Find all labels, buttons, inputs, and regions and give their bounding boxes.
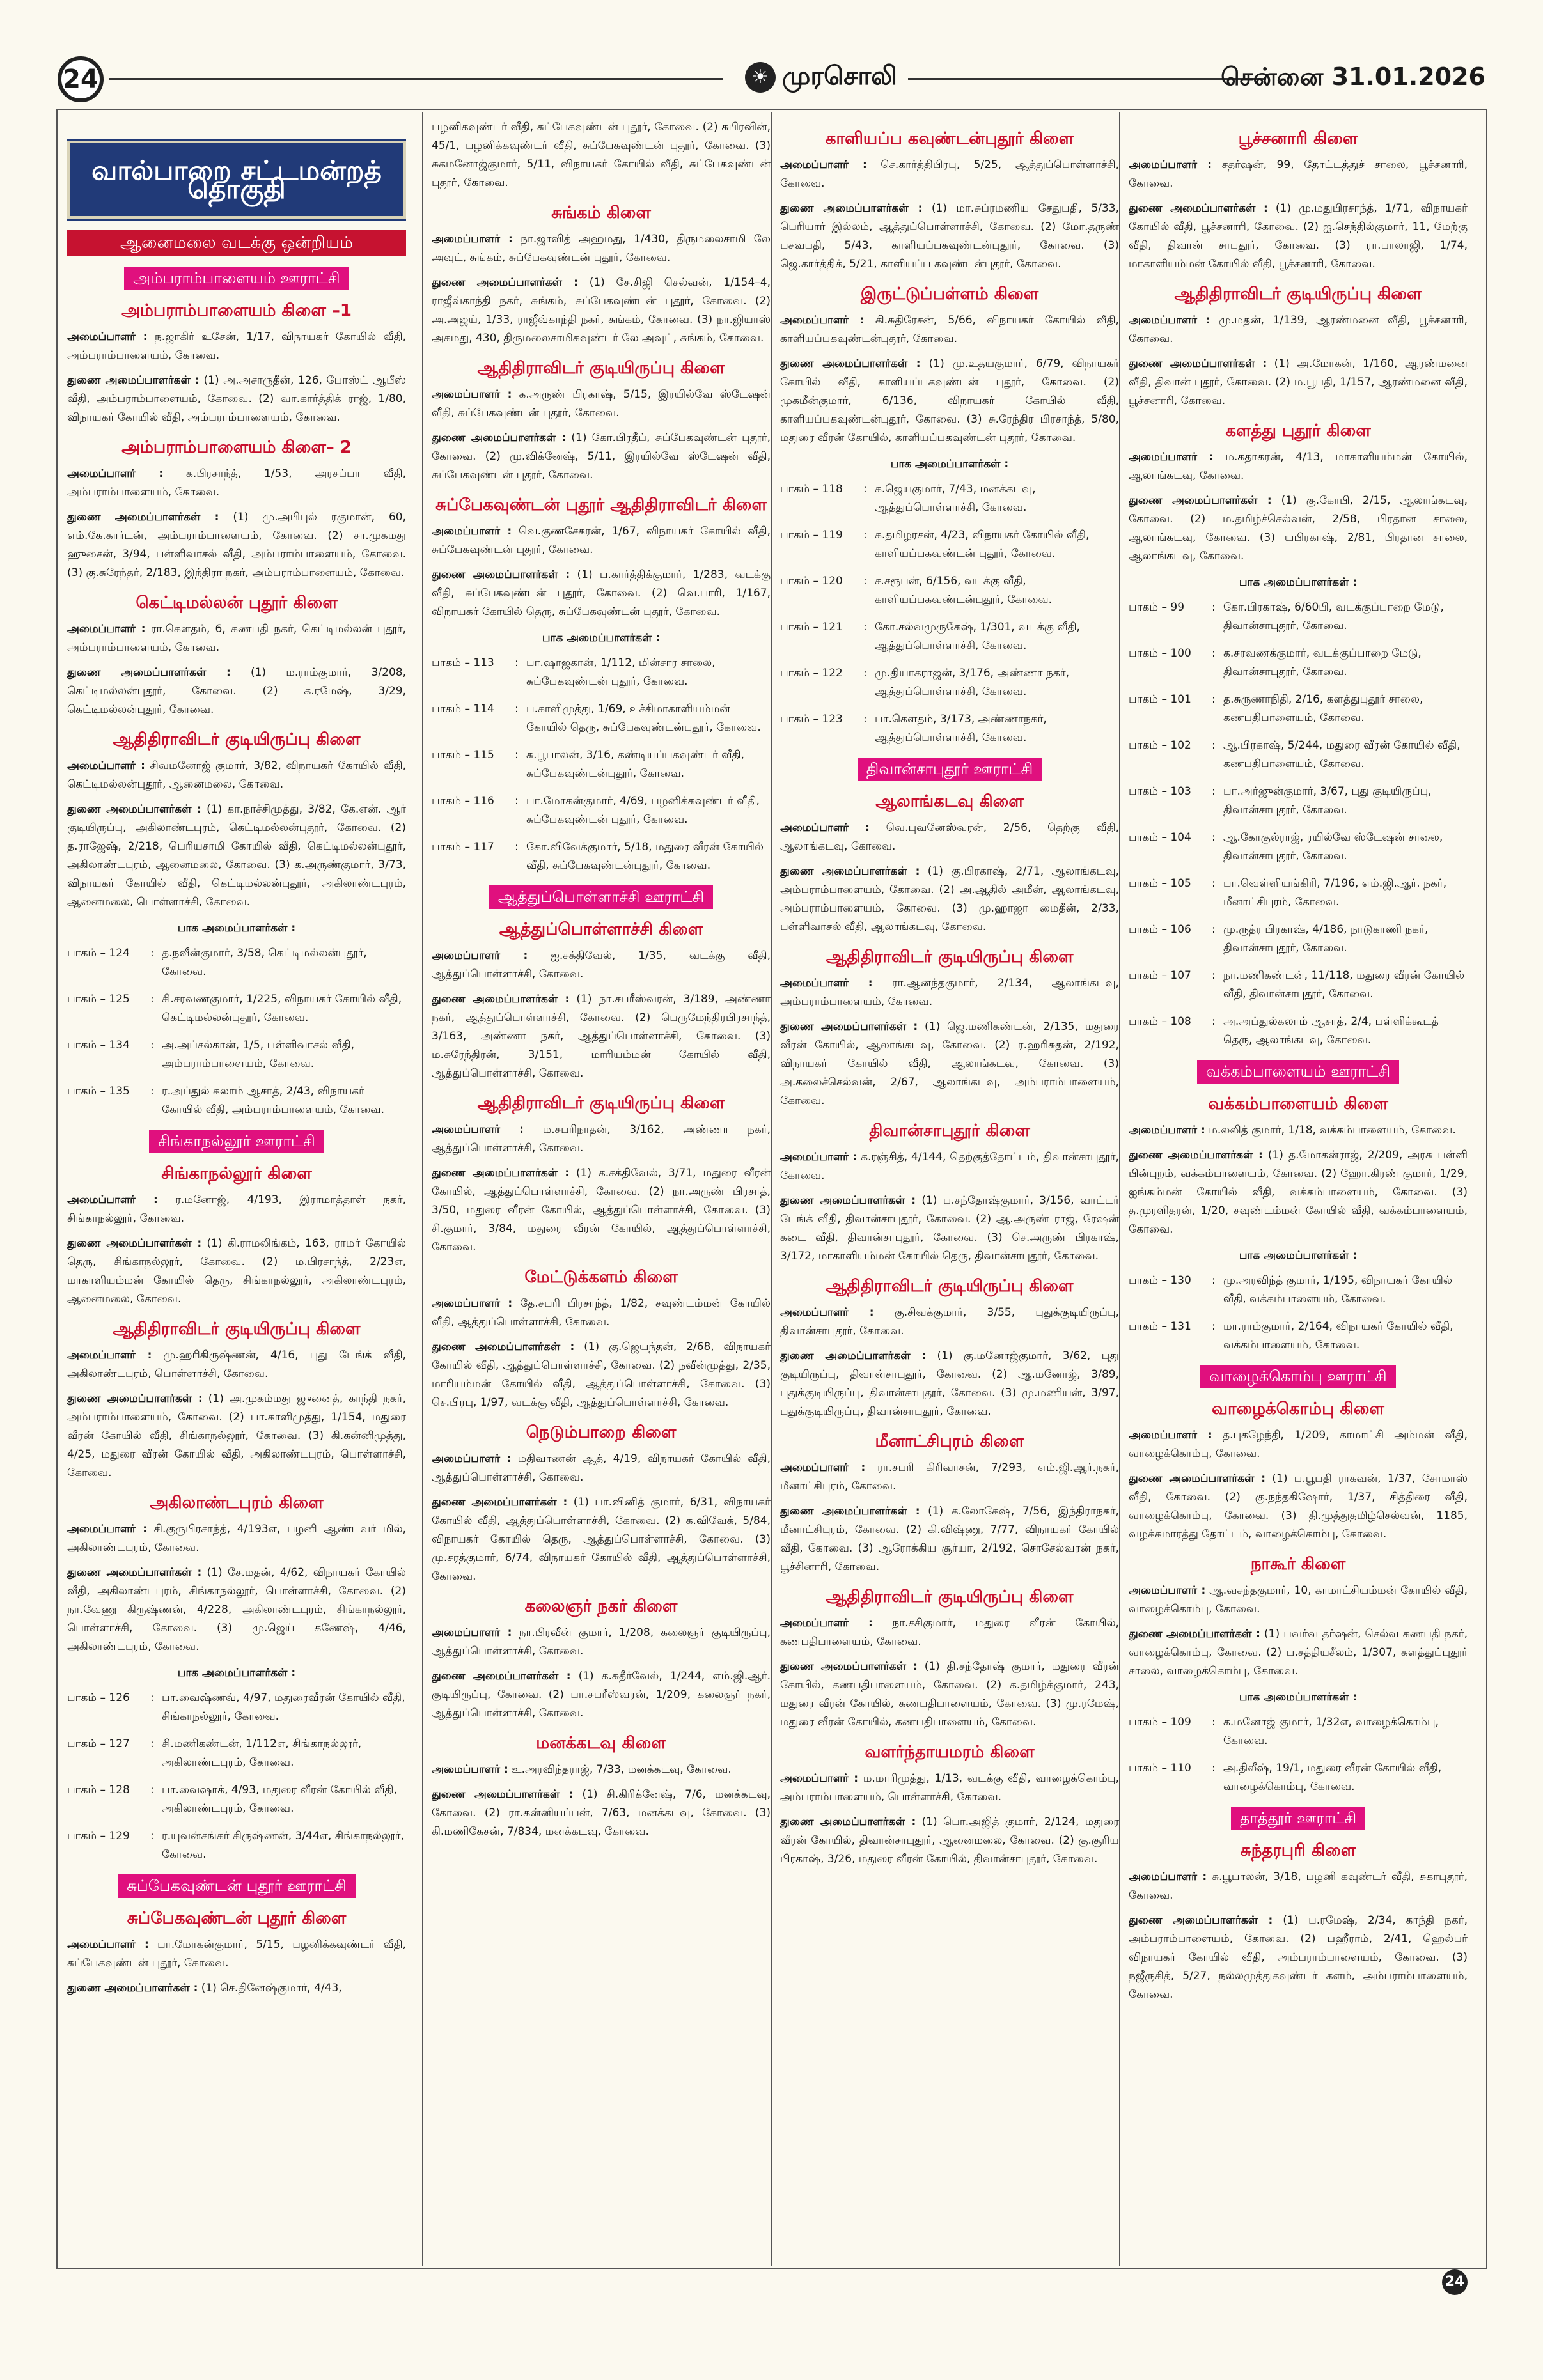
- part-row: பாகம் – 124 : த.நவீன்குமார், 3/58, கெட்டிமல்லன்புதூர், கோவை.: [67, 947, 367, 978]
- part-row: பாகம் – 125 : சி.சரவணகுமார், 1/225, விநாயகர் கோயில் வீதி, கெட்டிமல்லன்புதூர், கோவை.: [67, 993, 402, 1024]
- part-row: பாகம் – 123 : பா.கௌதம், 3/173, அண்ணாநகர், ஆத்துப்பொள்ளாச்சி, கோவை.: [780, 713, 1047, 744]
- part-row: பாகம் – 114 : ப.காளிமுத்து, 1/69, உச்சிமாகாளியம்மன் கோயில் தெரு, சுப்பேகவுண்டன்புதூர், கோவை.: [432, 703, 761, 734]
- organiser: அமைப்பாளர் : ர.மனோஜ், 4/193, இராமாத்தாள் நகர், சிங்காநல்லூர், கோவை.: [67, 1194, 406, 1225]
- assistant-organisers: துணை அமைப்பாளர்கள் : (1) அ.முகம்மது ஜுனைத், காந்தி நகர், அம்பராம்பாளையம், கோவை. (2) பா.காளிமுத்து, 1/154, மதுரை வீரன் கோயில் வீதி, சிங்காநல்லூர், கோவை. (3) கி.கன்னிமுத்து, 4/25, மதுரை வீரன் கோயில் வீதி, அகிலாண்டபுரம், பொள்ளாச்சி, கோவை.: [67, 1392, 406, 1479]
- branch-heading: ஆதிதிராவிடர் குடியிருப்பு கிளை: [113, 1319, 361, 1339]
- newspaper-name: [745, 61, 897, 94]
- assistant-organisers: துணை அமைப்பாளர்கள் : (1) பவர்வ தர்ஷன், செல்வ கணபதி நகர், வாழைக்கொம்பு, கோவை. (2) ப.சத்தியசீலம், 1/307, களத்துப்புதூர் சாலை, வாழைக்கொம்பு, கோவை.: [1129, 1628, 1468, 1677]
- organiser: அமைப்பாளர் : நா.ஜாவித் அஹமது, 1/430, திருமலைசாமி லே அவுட், சுங்கம், சுப்பேகவுண்டன் புதூர், கோவை.: [432, 233, 771, 264]
- assistant-organisers: துணை அமைப்பாளர்கள் : (1) செ.தினேஷ்குமார், 4/43,: [67, 1982, 342, 1995]
- assistant-organisers: துணை அமைப்பாளர்கள் : (1) சே.சிஜி செல்வன், 1/154–4, ராஜீவ்காந்தி நகர், சுங்கம், சுப்பேகவுண்டன் புதூர், கோவை. (2) அ.அஜய், 1/33, ராஜீவ்காந்தி நகர், சுங்கம், கோவை. (3) நா.ஜியாஸ் அகமது, 430, திருமலைசாமிகவுண்டர் லே அவுட், சுங்கம், கோவை.: [432, 276, 771, 345]
- panchayat-heading: சுப்பேகவுண்டன் புதூர் ஊராட்சி: [67, 1874, 406, 1898]
- part-organisers-label: பாக அமைப்பாளர்கள் :: [1239, 1249, 1358, 1262]
- part-row: பாகம் – 103 : பா.அர்ஜுன்குமார், 3/67, புது குடியிருப்பு, திவான்சாபுதூர், கோவை.: [1129, 785, 1432, 816]
- branch-heading: சுப்பேகவுண்டன் புதூர் ஆதிதிராவிடர் கிளை: [435, 495, 767, 515]
- part-row: பாகம் – 119 : க.தமிழரசன், 4/23, விநாயகர் கோயில் வீதி, காளியப்பகவுண்டன் புதூர், கோவை.: [780, 529, 1090, 560]
- assistant-organisers: துணை அமைப்பாளர்கள் : (1) க.லோகேஷ், 7/56, இந்திராநகர், மீனாட்சிபுரம், கோவை. (2) கி.விஷ்ணு, 7/77, விநாயகர் கோயில் வீதி, கோவை. (3) ஆரோக்கிய சூர்யா, 2/192, சொசேல்வரன் நகர், பூச்சினாரி, கோவை.: [780, 1505, 1119, 1573]
- assistant-organisers: துணை அமைப்பாளர்கள் : (1) ப.பூபதி ராகவன், 1/37, சோமாஸ் வீதி, கோவை. (2) கு.நந்தகிஷோர், 1/37, சித்திரை வீதி, வாழைக்கொம்பு, கோவை. (3) தி.முத்துதமிழ்செல்வன், 1185, வழக்கமாரத்து தோட்டம், வாழைக்கொம்பு, கோவை.: [1129, 1472, 1468, 1541]
- assistant-organisers: துணை அமைப்பாளர்கள் : (1) மு.மதுபிரசாந்த், 1/71, விநாயகர் கோயில் வீதி, பூச்சனாரி, கோவை. (2) ஐ.செந்தில்குமார், 11, மேற்கு வீதி, திவான் சாபுதூர், கோவை. (3) ரா.பாலாஜி, 1/74, மாகாளியம்மன் கோயில் வீதி, பூச்சனாரி, கோவை.: [1129, 202, 1468, 270]
- branch-heading: மீனாட்சிபுரம் கிளை: [875, 1432, 1024, 1451]
- branch-heading: ஆதிதிராவிடர் குடியிருப்பு கிளை: [477, 359, 725, 378]
- branch-heading: நாகூர் கிளை: [1250, 1555, 1346, 1574]
- part-row: பாகம் – 110 : அ.திலீஷ், 19/1, மதுரை வீரன் கோயில் வீதி, வாழைக்கொம்பு, கோவை.: [1129, 1762, 1442, 1793]
- branch-heading: ஆதிதிராவிடர் குடியிருப்பு கிளை: [477, 1094, 725, 1113]
- organiser: அமைப்பாளர் : நா.பிரவீன் குமார், 1/208, கலைஞர் குடியிருப்பு, ஆத்துப்பொள்ளாச்சி, கோவை.: [432, 1626, 771, 1658]
- branch-heading: வளர்ந்தாயமரம் கிளை: [865, 1743, 1035, 1762]
- organiser: அமைப்பாளர் : வெ.குணசேகரன், 1/67, விநாயகர் கோயில் வீதி, சுப்பேகவுண்டன் புதூர், கோவை.: [432, 525, 771, 556]
- panchayat-heading: ஆத்துப்பொள்ளாச்சி ஊராட்சி: [432, 885, 771, 909]
- part-row: பாகம் – 120 : ச.சரூபன், 6/156, வடக்கு வீதி, காளியப்பகவுண்டன்புதூர், கோவை.: [780, 575, 1053, 606]
- organiser: அமைப்பாளர் : ஆ.வசந்தகுமார், 10, காமாட்சியம்மன் கோயில் வீதி, வாழைக்கொம்பு, கோவை.: [1129, 1584, 1468, 1615]
- organiser: அமைப்பாளர் : சிவமனோஜ் குமார், 3/82, விநாயகர் கோயில் வீதி, கெட்டிமல்லன்புதூர், ஆனைமலை, கோவை.: [67, 759, 406, 791]
- branch-heading: இருட்டுப்பள்ளம் கிளை: [860, 284, 1039, 304]
- assistant-organisers: துணை அமைப்பாளர்கள் : (1) நா.சபரீஸ்வரன், 3/189, அண்ணா நகர், ஆத்துப்பொள்ளாச்சி, கோவை. (2) பெருமேந்திரபிரசாந்த், 3/163, அண்ணா நகர், ஆத்துப்பொள்ளாச்சி, கோவை. (3) ம.சுரேந்திரன், 3/151, மாரியம்மன் கோயில் வீதி, ஆத்துப்பொள்ளாச்சி, கோவை.: [432, 993, 771, 1080]
- branch-heading: ஆதிதிராவிடர் குடியிருப்பு கிளை: [826, 1587, 1074, 1606]
- organiser: அமைப்பாளர் : ரா.சபரி கிரிவாசன், 7/293, எம்.ஜி.ஆர்.நகர், மீனாட்சிபுரம், கோவை.: [780, 1461, 1119, 1493]
- part-row: பாகம் – 135 : ர.அப்துல் கலாம் ஆசாத், 2/43, விநாயகர் கோயில் வீதி, அம்பராம்பாளையம், கோவை.: [67, 1085, 384, 1116]
- city-date: சென்னை 31.01.2026: [1221, 63, 1485, 91]
- organiser: அமைப்பாளர் : மு.ஹரிகிருஷ்ணன், 4/16, புது டேங்க் வீதி, அகிலாண்டபுரம், பொள்ளாச்சி, கோவை.: [67, 1349, 406, 1380]
- part-organisers-label: பாக அமைப்பாளர்கள் :: [177, 1667, 296, 1679]
- column-2: [432, 118, 771, 2260]
- part-row: பாகம் – 109 : க.மனோஜ் குமார், 1/32எ, வாழைக்கொம்பு, கோவை.: [1129, 1716, 1439, 1747]
- panchayat-heading: அம்பராம்பாளையம் ஊராட்சி: [67, 267, 406, 290]
- panchayat-heading: வக்கம்பாளையம் ஊராட்சி: [1129, 1060, 1468, 1084]
- newspaper-title: முரசொலி: [782, 61, 897, 91]
- assistant-organisers: துணை அமைப்பாளர்கள் : (1) சி.கிரிக்னேஷ், 7/6, மனக்கடவு, கோவை. (2) ரா.கன்னியப்பன், 7/63, மனக்கடவு, கோவை. (3) கி.மணிகேசன், 7/834, மனக்கடவு, கோவை.: [432, 1788, 771, 1838]
- panchayat-heading: தாத்தூர் ஊராட்சி: [1129, 1807, 1468, 1830]
- part-row: பாகம் – 116 : பா.மோகன்குமார், 4/69, பழனிக்கவுண்டர் வீதி, சுப்பேகவுண்டன் புதூர், கோவை.: [432, 795, 760, 826]
- part-row: பாகம் – 131 : மா.ராம்குமார், 2/164, விநாயகர் கோயில் வீதி, வக்கம்பாளையம், கோவை.: [1129, 1320, 1453, 1351]
- branch-heading: மனக்கடவு கிளை: [536, 1734, 666, 1753]
- organiser: அமைப்பாளர் : கு.சிவக்குமார், 3/55, புதுக்குடியிருப்பு, திவான்சாபுதூர், கோவை.: [780, 1306, 1119, 1337]
- panchayat-heading: வாழைக்கொம்பு ஊராட்சி: [1129, 1365, 1468, 1388]
- branch-heading: ஆலாங்கடவு கிளை: [875, 792, 1024, 811]
- assistant-organisers: துணை அமைப்பாளர்கள் : (1) ம.ராம்குமார், 3/208, கெட்டிமல்லன்புதூர், கோவை. (2) க.ரமேஷ், 3/29, கெட்டிமல்லன்புதூர், கோவை.: [67, 666, 406, 716]
- column-3: [780, 118, 1119, 2260]
- column-1: [67, 118, 406, 2260]
- part-row: பாகம் – 122 : மு.தியாகராஜன், 3/176, அண்ணா நகர், ஆத்துப்பொள்ளாச்சி, கோவை.: [780, 667, 1069, 698]
- assistant-organisers: துணை அமைப்பாளர்கள் : (1) பா.வினித் குமார், 6/31, விநாயகர் கோயில் வீதி, ஆத்துப்பொள்ளாச்சி, கோவை. (2) க.விவேக், 5/84, விநாயகர் கோயில் தெரு, ஆத்துப்பொள்ளாச்சி, கோவை. (3) மு.சரத்குமார், 6/74, விநாயகர் கோயில் வீதி, ஆத்துப்பொள்ளாச்சி, கோவை.: [432, 1496, 771, 1583]
- part-row: பாகம் – 117 : கோ.விவேக்குமார், 5/18, மதுரை வீரன் கோயில் வீதி, சுப்பேகவுண்டன்புதூர், கோவை.: [432, 841, 764, 872]
- assistant-organisers: துணை அமைப்பாளர்கள் : (1) மு.உதயகுமார், 6/79, விநாயகர் கோயில் வீதி, காளியப்பகவுண்டன் புதூர், கோவை. (2) முகமீன்குமார், 6/136, விநாயகர் கோயில் வீதி, காளியப்பகவுண்டன்புதூர், கோவை. (3) சு.ரேந்திர பிரசாந்த், 5/80, மதுரை வீரன் கோயில், காளியப்பகவுண்டன் புதூர், கோவை.: [780, 357, 1119, 444]
- part-row: பாகம் – 102 : ஆ.பிரகாஷ், 5/244, மதுரை வீரன் கோயில் வீதி, கணபதிபாளையம், கோவை.: [1129, 739, 1461, 770]
- organiser: அமைப்பாளர் : ம.லலித் குமார், 1/18, வக்கம்பாளையம், கோவை.: [1129, 1124, 1456, 1137]
- branch-heading: ஆதிதிராவிடர் குடியிருப்பு கிளை: [826, 1277, 1074, 1296]
- branch-heading: சிங்காநல்லூர் கிளை: [161, 1164, 312, 1183]
- assistant-organisers: துணை அமைப்பாளர்கள் : (1) கு.கோபி, 2/15, ஆலாங்கடவு, கோவை. (2) ம.தமிழ்ச்செல்வன், 2/58, பிரதான சாலை, ஆலாங்கடவு, கோவை. (3) யபிரகாஷ், 2/81, பிரதான சாலை, ஆலாங்கடவு, கோவை.: [1129, 494, 1468, 563]
- part-row: பாகம் – 101 : த.சுருணாநிதி, 2/16, களத்துபுதூர் சாலை, கணபதிபாளையம், கோவை.: [1129, 693, 1423, 724]
- organiser: அமைப்பாளர் : சி.குருபிரசாந்த், 4/193எ, பழனி ஆண்டவர் மில், அகிலாண்டபுரம், கோவை.: [67, 1523, 406, 1554]
- part-row: பாகம் – 107 : நா.மணிகண்டன், 11/118, மதுரை வீரன் கோயில் வீதி, திவான்சாபுதூர், கோவை.: [1129, 969, 1465, 1000]
- assistant-organisers: துணை அமைப்பாளர்கள் : (1) ப.கார்த்திக்குமார், 1/283, வடக்கு வீதி, சுப்பேகவுண்டன் புதூர், கோவை. (2) வெ.பாரி, 1/167, விநாயகர் கோயில் தெரு, சுப்பேகவுண்டன் புதூர், கோவை.: [432, 568, 771, 618]
- assistant-organisers: துணை அமைப்பாளர்கள் : (1) ப.ரமேஷ், 2/34, காந்தி நகர், அம்பராம்பாளையம், கோவை. (2) பஹீராம், 2/41, ஹெல்பர் விநாயகர் கோயில் வீதி, அம்பராம்பாளையம், கோவை. (3) நஜீருகித், 5/27, நல்லமுத்துகவுண்டர் களம், அம்பராம்பாளையம், கோவை.: [1129, 1914, 1468, 2001]
- organiser: அமைப்பாளர் : செ.கார்த்திபிரபு, 5/25, ஆத்துப்பொள்ளாச்சி, கோவை.: [780, 159, 1119, 190]
- masthead-rule-right: [908, 78, 1266, 80]
- page-number-badge: 24: [58, 56, 104, 102]
- branch-heading: நெடும்பாறை கிளை: [526, 1423, 677, 1442]
- assistant-organisers: துணை அமைப்பாளர்கள் : (1) கு.ஜெயந்தன், 2/68, விநாயகர் கோயில் வீதி, ஆத்துப்பொள்ளாச்சி, கோவை. (2) நவீன்முத்து, 2/35, மாரியம்மன் கோயில் வீதி, ஆத்துப்பொள்ளாச்சி, கோவை. (3) செ.பிரபு, 1/97, வடக்கு வீதி, ஆத்துப்பொள்ளாச்சி, கோவை.: [432, 1341, 771, 1409]
- assistant-organisers: துணை அமைப்பாளர்கள் : (1) க.சக்திவேல், 3/71, மதுரை வீரன் கோயில், ஆத்துப்பொள்ளாச்சி, கோவை. (2) நா.அருண் பிரசாத், 3/50, மதுரை வீரன் கோயில், ஆத்துப்பொள்ளாச்சி, கோவை. (3) சி.குமார், 3/84, மதுரை வீரன் கோயில், ஆத்துப்பொள்ளாச்சி, கோவை.: [432, 1167, 771, 1254]
- branch-heading: ஆதிதிராவிடர் குடியிருப்பு கிளை: [113, 730, 361, 749]
- part-row: பாகம் – 127 : சி.மணிகண்டன், 1/112எ, சிங்காநல்லூர், அகிலாண்டபுரம், கோவை.: [67, 1738, 362, 1769]
- assistant-organisers: துணை அமைப்பாளர்கள் : (1) அ.அசாருதீன், 126, போஸ்ட் ஆபீஸ் வீதி, அம்பராம்பாளையம், கோவை. (2) வா.கார்த்திக் ராஜ், 1/80, விநாயகர் கோயில் வீதி, அம்பராம்பாளையம், கோவை.: [67, 374, 406, 424]
- organiser: அமைப்பாளர் : க.பிரசாந்த், 1/53, அரசப்பா வீதி, அம்பராம்பாளையம், கோவை.: [67, 467, 406, 499]
- assistant-organisers: துணை அமைப்பாளர்கள் : (1) கா.நாச்சிமுத்து, 3/82, கே.என். ஆர் குடியிருப்பு, அகிலாண்டபுரம், கெட்டிமல்லன்புதூர், கோவை. (2) த.ராஜேஷ், 2/218, பெரியசாமி கோயில் வீதி, கெட்டிமல்லன்புதூர், அகிலாண்டபுரம், ஆனைமலை, கோவை. (3) க.அருண்குமார், 3/73, விநாயகர் கோயில் வீதி, கெட்டிமல்லன்புதூர், அகிலாண்டபுரம், ஆனைமலை, பொள்ளாச்சி, கோவை.: [67, 803, 406, 908]
- masthead: [58, 56, 1485, 101]
- organiser: அமைப்பாளர் : மு.மதன், 1/139, ஆரண்மனை வீதி, பூச்சனாரி, கோவை.: [1129, 314, 1468, 345]
- organiser: அமைப்பாளர் : பா.மோகன்குமார், 5/15, பழனிக்கவுண்டர் வீதி, சுப்பேகவுண்டன் புதூர், கோவை.: [67, 1938, 406, 1970]
- branch-heading: சுப்பேகவுண்டன் புதூர் கிளை: [127, 1909, 347, 1928]
- branch-heading: சுந்தரபுரி கிளை: [1240, 1841, 1356, 1860]
- organiser: அமைப்பாளர் : ஐ.சக்திவேல், 1/35, வடக்கு வீதி, ஆத்துப்பொள்ளாச்சி, கோவை.: [432, 949, 771, 981]
- assistant-organisers: துணை அமைப்பாளர்கள் : (1) க.சுதீர்வேல், 1/244, எம்.ஜி.ஆர். குடியிருப்பு, கோவை. (2) பா.சபரீஸ்வரன், 1/209, கலைஞர் நகர், ஆத்துப்பொள்ளாச்சி, கோவை.: [432, 1670, 771, 1720]
- organiser: அமைப்பாளர் : ரா.கௌதம், 6, கணபதி நகர், கெட்டிமல்லன் புதூர், அம்பராம்பாளையம், கோவை.: [67, 623, 406, 654]
- organiser: அமைப்பாளர் : நா.சசிகுமார், மதுரை வீரன் கோயில், கணபதிபாளையம், கோவை.: [780, 1617, 1119, 1648]
- assistant-organisers: துணை அமைப்பாளர்கள் : (1) ப.சந்தோஷ்குமார், 3/156, வாட்டர் டேங்க் வீதி, திவான்சாபுதூர், கோவை. (2) ஆ.அருண் ராஜ், ரேஷன் கடை வீதி, திவான்சாபுதூர், கோவை. (3) செ.அருண் பிரகாஷ், 3/172, மாகாளியம்மன் கோயில் தெரு, திவான்சாபுதூர், கோவை.: [780, 1194, 1119, 1263]
- organiser: அமைப்பாளர் : சதர்ஷன், 99, தோட்டத்துச் சாலை, பூச்சனாரி, கோவை.: [1129, 159, 1468, 190]
- branch-heading: கெட்டிமல்லன் புதூர் கிளை: [136, 593, 338, 612]
- branch-heading: திவான்சாபுதூர் கிளை: [869, 1121, 1030, 1140]
- branch-heading: சுங்கம் கிளை: [551, 203, 651, 222]
- assistant-organisers: துணை அமைப்பாளர்கள் : (1) தி.சந்தோஷ் குமார், மதுரை வீரன் கோயில், கணபதிபாளையம், கோவை. (2) க.தமிழ்க்குமார், 243, மதுரை வீரன் கோயில், கணபதிபாளையம், கோவை. (3) மு.ரமேஷ், மதுரை வீரன் கோயில், கணபதிபாளையம், கோவை.: [780, 1660, 1119, 1729]
- footer-page-number: 24: [1442, 2269, 1468, 2295]
- part-row: பாகம் – 104 : ஆ.கோகுல்ராஜ், ரயில்வே ஸ்டேஷன் சாலை, திவான்சாபுதூர், கோவை.: [1129, 831, 1443, 862]
- organiser: அமைப்பாளர் : தே.சபரி பிரசாந்த், 1/82, சவுண்டம்மன் கோயில் வீதி, ஆத்துப்பொள்ளாச்சி, கோவை.: [432, 1297, 771, 1328]
- organiser: அமைப்பாளர் : வெ.புவனேஸ்வரன், 2/56, தெற்கு வீதி, ஆலாங்கடவு, கோவை.: [780, 821, 1119, 853]
- part-row: பாகம் – 113 : பா.ஷாஜகான், 1/112, மின்சார சாலை, சுப்பேகவுண்டன் புதூர், கோவை.: [432, 657, 716, 688]
- organiser: அமைப்பாளர் : ரா.ஆனந்தகுமார், 2/134, ஆலாங்கடவு, அம்பராம்பாளையம், கோவை.: [780, 977, 1119, 1008]
- organiser: அமைப்பாளர் : க.ரஞ்சித், 4/144, தெற்குத்தோட்டம், திவான்சாபுதூர், கோவை.: [780, 1151, 1119, 1182]
- part-organisers-label: பாக அமைப்பாளர்கள் :: [1239, 1691, 1358, 1704]
- assistant-organisers: துணை அமைப்பாளர்கள் : (1) கு.பிரகாஷ், 2/71, ஆலாங்கடவு, அம்பராம்பாளையம், கோவை. (2) அ.ஆதில் அமீன், ஆலாங்கடவு, அம்பராம்பாளையம், கோவை. (3) மு.ஹாஜா மைதீன், 2/33, பள்ளிவாசல் வீதி, ஆலாங்கடவு, கோவை.: [780, 865, 1119, 933]
- part-row: பாகம் – 115 : சு.பூபாலன், 3/16, கண்டியப்பகவுண்டர் வீதி, சுப்பேகவுண்டன்புதூர், கோவை.: [432, 749, 744, 780]
- part-row: பாகம் – 134 : அ.அப்சல்கான், 1/5, பள்ளிவாசல் வீதி, அம்பராம்பாளையம், கோவை.: [67, 1039, 355, 1070]
- part-row: பாகம் – 100 : க.சரவணக்குமார், வடக்குப்பாறை மேடு, திவான்சாபுதூர், கோவை.: [1129, 647, 1422, 678]
- assistant-organisers: துணை அமைப்பாளர்கள் : (1) கி.ராமலிங்கம், 163, ராமர் கோயில் தெரு, சிங்காநல்லூர், கோவை. (2) ம.பிரசாந்த், 2/23எ, மாகாளியம்மன் கோயில் தெரு, சிங்காநல்லூர், அகிலாண்டபுரம், ஆனைமலை, கோவை.: [67, 1237, 406, 1305]
- union-heading: ஆனைமலை வடக்கு ஒன்றியம்: [67, 230, 406, 256]
- organiser: அமைப்பாளர் : த.புகழேந்தி, 1/209, காமாட்சி அம்மன் வீதி, வாழைக்கொம்பு, கோவை.: [1129, 1429, 1468, 1460]
- organiser: அமைப்பாளர் : ந.ஜாகிர் உசேன், 1/17, விநாயகர் கோயில் வீதி, அம்பராம்பாளையம், கோவை.: [67, 331, 406, 362]
- organiser: அமைப்பாளர் : மதிவாணன் ஆத், 4/19, விநாயகர் கோயில் வீதி, ஆத்துப்பொள்ளாச்சி, கோவை.: [432, 1452, 771, 1484]
- constituency-title: வால்பாறை சட்டமன்றத் தொகுதி: [67, 141, 406, 219]
- part-row: பாகம் – 106 : மு.ருத்ர பிரகாஷ், 4/186, நாடுகாணி நகர், திவான்சாபுதூர், கோவை.: [1129, 923, 1429, 954]
- branch-heading: ஆத்துப்பொள்ளாச்சி கிளை: [499, 920, 703, 939]
- organiser: அமைப்பாளர் : கி.சுதிரேசன், 5/66, விநாயகர் கோயில் வீதி, காளியப்பகவுண்டன்புதூர், கோவை.: [780, 314, 1119, 345]
- column-rule: [1119, 112, 1120, 2266]
- assistant-organisers: துணை அமைப்பாளர்கள் : (1) பொ.அஜித் குமார், 2/124, மதுரை வீரன் கோயில், திவான்சாபுதூர், ஆனைமலை, கோவை. (2) கு.சூரிய பிரகாஷ், 3/26, மதுரை வீரன் கோயில், திவான்சாபுதூர், கோவை.: [780, 1816, 1119, 1865]
- part-row: பாகம் – 121 : கோ.சல்வமுருகேஷ், 1/301, வடக்கு வீதி, ஆத்துப்பொள்ளாச்சி, கோவை.: [780, 621, 1080, 652]
- branch-heading: களத்து புதூர் கிளை: [1225, 421, 1371, 440]
- branch-heading: காளியப்ப கவுண்டன்புதூர் கிளை: [825, 129, 1074, 148]
- part-organisers-label: பாக அமைப்பாளர்கள் :: [1239, 576, 1358, 589]
- part-row: பாகம் – 118 : க.ஜெயகுமார், 7/43, மனக்கடவு, ஆத்துப்பொள்ளாச்சி, கோவை.: [780, 483, 1036, 514]
- assistant-organisers: துணை அமைப்பாளர்கள் : (1) அ.மோகன், 1/160, ஆரண்மனை வீதி, திவான் புதூர், கோவை. (2) ம.பூபதி, 1/157, ஆரண்மனை வீதி, பூச்சனாரி, கோவை.: [1129, 357, 1468, 407]
- part-row: பாகம் – 126 : பா.வைஷ்ணவ், 4/97, மதுரைவீரன் கோயில் வீதி, சிங்காநல்லூர், கோவை.: [67, 1692, 405, 1723]
- sun-logo-icon: ☀: [745, 62, 776, 93]
- assistant-organisers: துணை அமைப்பாளர்கள் : (1) கு.மனோஜ்குமார், 3/62, புது குடியிருப்பு, திவான்சாபுதூர், கோவை. (2) ஆ.மனோஜ், 3/89, புதுக்குடியிருப்பு, திவான்சாபுதூர், கோவை. (3) மு.மணியன், 3/97, புதுக்குடியிருப்பு, திவான்சாபுதூர், கோவை.: [780, 1349, 1119, 1418]
- organiser: அமைப்பாளர் : க.அருண் பிரகாஷ், 5/15, இரயில்வே ஸ்டேஷன் வீதி, சுப்பேகவுண்டன் புதூர், கோவை.: [432, 388, 771, 419]
- assistant-organisers: துணை அமைப்பாளர்கள் : (1) ஜெ.மணிகண்டன், 2/135, மதுரை வீரன் கோயில், ஆலாங்கடவு, கோவை. (2) ர.ஹரிசுதன், 2/192, விநாயகர் கோயில் வீதி, ஆலாங்கடவு, கோவை. (3) அ.கலைச்செல்வன், 2/67, ஆலாங்கடவு, அம்பராம்பாளையம், கோவை.: [780, 1020, 1119, 1107]
- part-row: பாகம் – 108 : அ.அப்துல்கலாம் ஆசாத், 2/4, பள்ளிக்கூடத் தெரு, ஆலாங்கடவு, கோவை.: [1129, 1015, 1439, 1046]
- branch-heading: மேட்டுக்களம் கிளை: [524, 1268, 678, 1287]
- part-row: பாகம் – 105 : பா.வெள்ளியங்கிரி, 7/196, எம்.ஜி.ஆர். நகர், மீனாட்சிபுரம், கோவை.: [1129, 877, 1447, 908]
- branch-heading: கலைஞர் நகர் கிளை: [524, 1597, 678, 1616]
- part-organisers-label: பாக அமைப்பாளர்கள் :: [890, 458, 1009, 471]
- assistant-organisers: துணை அமைப்பாளர்கள் : (1) மா.சுப்ரமணிய சேதுபதி, 5/33, பெரியார் இல்லம், ஆத்துப்பொள்ளாச்சி, கோவை. (2) மோ.தருண் பசவபதி, 5/43, காளியப்பகவுண்டன்புதூர், கோவை. (3) ஜெ.கார்த்திக், 5/21, காளியப்ப கவுண்டன்புதூர், கோவை.: [780, 202, 1119, 270]
- masthead-rule-left: [109, 78, 723, 80]
- organiser: அமைப்பாளர் : ம.மாரிமுத்து, 1/13, வடக்கு வீதி, வாழைக்கொம்பு, அம்பராம்பாளையம், பொள்ளாச்சி, கோவை.: [780, 1772, 1119, 1803]
- assistant-organisers: துணை அமைப்பாளர்கள் : (1) சே.மதன், 4/62, விநாயகர் கோயில் வீதி, அகிலாண்டபுரம், சிங்காநல்லூர், பொள்ளாச்சி, கோவை. (2) நா.வேணு கிருஷ்ணன், 4/228, அகிலாண்டபுரம், சிங்காநல்லூர், பொள்ளாச்சி, கோவை. (3) மு.ஜெய் கணேஷ், 4/46, அகிலாண்டபுரம், கோவை.: [67, 1566, 406, 1653]
- organiser: அமைப்பாளர் : உ.அரவிந்தராஜ், 7/33, மனக்கடவு, கோவை.: [432, 1763, 732, 1776]
- panchayat-heading: சிங்காநல்லூர் ஊராட்சி: [67, 1130, 406, 1153]
- column-4: [1129, 118, 1468, 2260]
- organiser: அமைப்பாளர் : சு.பூபாலன், 3/18, பழனி கவுண்டர் வீதி, சுகாபுதூர், கோவை.: [1129, 1871, 1468, 1902]
- branch-heading: ஆதிதிராவிடர் குடியிருப்பு கிளை: [1174, 284, 1422, 304]
- continued-text: பழனிகவுண்டர் வீதி, சுப்பேகவுண்டன் புதூர், கோவை. (2) சுபிரவின், 45/1, பழனிக்கவுண்டர் வீதி, சுப்பேகவுண்டன் புதூர், கோவை. (3) சுகமனோஜ்குமார், 5/11, விநாயகர் கோயில் வீதி, சுப்பேகவுண்டன் புதூர், கோவை.: [432, 121, 771, 189]
- column-rule: [422, 112, 423, 2266]
- branch-heading: பூச்சனாரி கிளை: [1238, 129, 1358, 148]
- part-row: பாகம் – 130 : மு.அரவிந்த் குமார், 1/195, விநாயகர் கோயில் வீதி, வக்கம்பாளையம், கோவை.: [1129, 1274, 1452, 1305]
- part-organisers-label: பாக அமைப்பாளர்கள் :: [542, 632, 661, 644]
- branch-heading: அகிலாண்டபுரம் கிளை: [150, 1493, 324, 1513]
- organiser: அமைப்பாளர் : ம.கதாகரன், 4/13, மாகாளியம்மன் கோயில், ஆலாங்கடவு, கோவை.: [1129, 451, 1468, 482]
- part-organisers-label: பாக அமைப்பாளர்கள் :: [177, 922, 296, 935]
- branch-heading: வாழைக்கொம்பு கிளை: [1212, 1399, 1384, 1419]
- part-row: பாகம் – 128 : பா.வைஷாக், 4/93, மதுரை வீரன் கோயில் வீதி, அகிலாண்டபுரம், கோவை.: [67, 1784, 397, 1815]
- branch-heading: வக்கம்பாளையம் கிளை: [1208, 1094, 1388, 1114]
- column-rule: [771, 112, 772, 2266]
- branch-heading: அம்பராம்பாளையம் கிளை –1: [121, 301, 352, 320]
- part-row: பாகம் – 129 : ர.யுவன்சங்கர் கிருஷ்ணன், 3/44எ, சிங்காநல்லூர், கோவை.: [67, 1830, 404, 1861]
- assistant-organisers: துணை அமைப்பாளர்கள் : (1) கோ.பிரதீப், சுப்பேகவுண்டன் புதூர், கோவை. (2) மு.விக்னேஷ், 5/11, இரயில்வே ஸ்டேஷன் வீதி, சுப்பேகவுண்டன் புதூர், கோவை.: [432, 432, 771, 481]
- part-row: பாகம் – 99 : கோ.பிரகாஷ், 6/60பி, வடக்குப்பாறை மேடு, திவான்சாபுதூர், கோவை.: [1129, 601, 1444, 632]
- assistant-organisers: துணை அமைப்பாளர்கள் : (1) மு.அபிபுல் ரகுமான், 60, எம்.கே.கார்டன், அம்பராம்பாளையம், கோவை. (2) சா.முகமது ஹுசைன், 3/94, பள்ளிவாசல் வீதி, அம்பராம்பாளையம், கோவை. (3) கு.சுரேந்தர், 2/183, இந்திரா நகர், அம்பராம்பாளையம், கோவை.: [67, 511, 406, 579]
- organiser: அமைப்பாளர் : ம.சபரிநாதன், 3/162, அண்ணா நகர், ஆத்துப்பொள்ளாச்சி, கோவை.: [432, 1123, 771, 1155]
- branch-heading: அம்பராம்பாளையம் கிளை– 2: [121, 438, 352, 457]
- panchayat-heading: திவான்சாபுதூர் ஊராட்சி: [780, 758, 1119, 781]
- branch-heading: ஆதிதிராவிடர் குடியிருப்பு கிளை: [826, 947, 1074, 967]
- assistant-organisers: துணை அமைப்பாளர்கள் : (1) த.மோகன்ராஜ், 2/209, அரசு பள்ளி பின்புறம், வக்கம்பாளையம், கோவை. (2) ஹோ.கிரண் குமார், 1/29, ஐங்கம்மன் கோயில் வீதி, வக்கம்பாளையம், கோவை. (3) த.முரளிதரன், 1/20, சவுண்டம்மன் கோயில் வீதி, வக்கம்பாளையம், கோவை.: [1129, 1149, 1468, 1236]
